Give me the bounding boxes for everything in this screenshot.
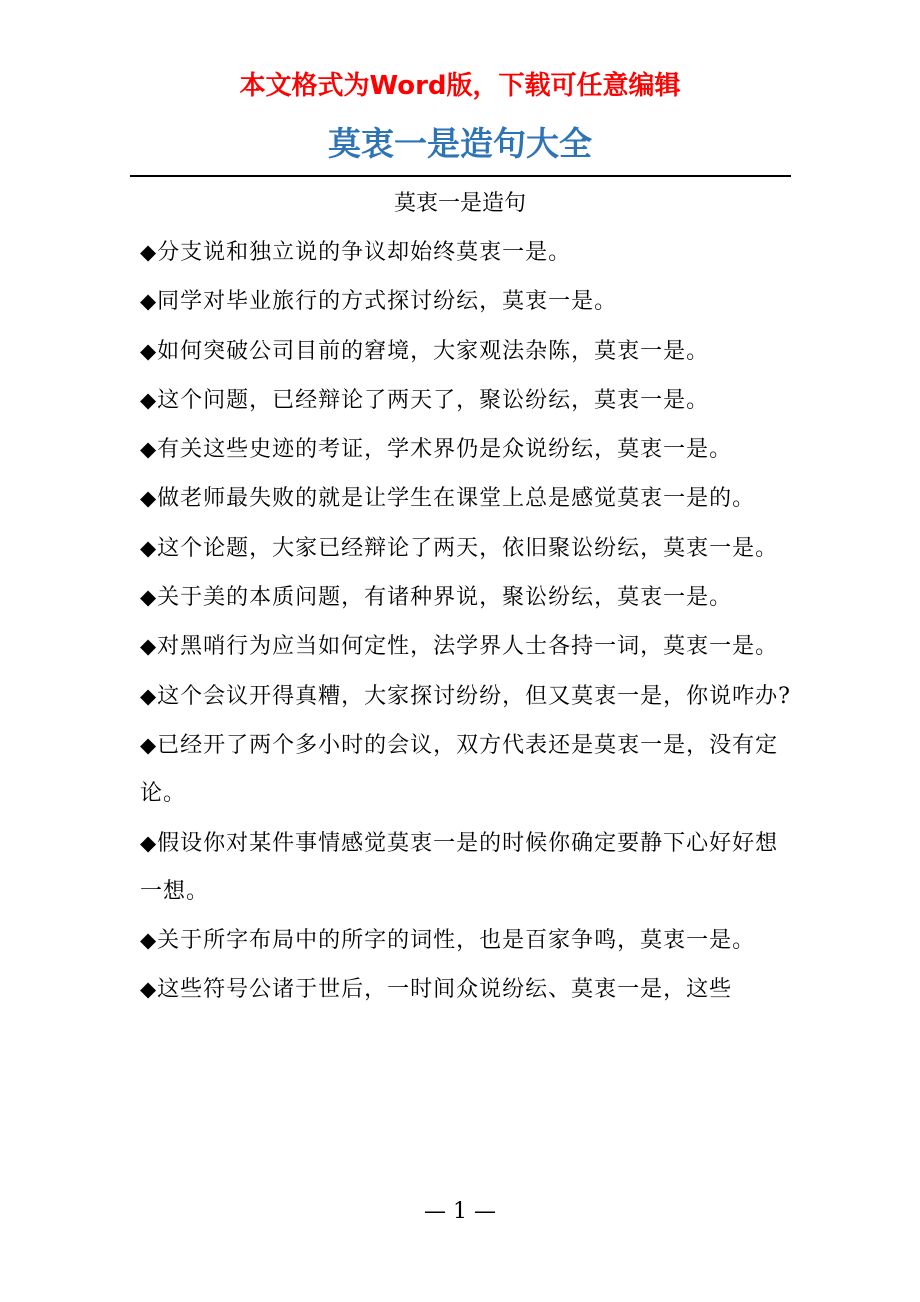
diamond-bullet-icon: ◆ — [140, 240, 158, 264]
sentence-text: 关于所字布局中的所字的词性，也是百家争鸣，莫衷一是。 — [157, 928, 756, 954]
list-item — [140, 819, 800, 917]
page-number: — 1 — — [424, 1199, 496, 1224]
document-title: 莫衷一是造句大全 — [328, 124, 592, 163]
list-item — [140, 277, 800, 326]
list-item — [140, 474, 800, 523]
title-divider — [130, 175, 791, 177]
sentence-text: 这个问题，已经辩论了两天了，聚讼纷纭，莫衷一是。 — [157, 387, 710, 413]
sentence-list — [140, 228, 800, 1015]
diamond-bullet-icon: ◆ — [140, 830, 158, 855]
diamond-bullet-icon: ◆ — [140, 928, 158, 953]
list-item — [140, 573, 800, 622]
sentence-text: 关于美的本质问题，有诸种界说，聚讼纷纭，莫衷一是。 — [157, 585, 733, 611]
sentence-text: 如何突破公司目前的窘境，大家观法杂陈，莫衷一是。 — [157, 338, 710, 364]
diamond-bullet-icon: ◆ — [140, 437, 158, 462]
list-item — [140, 672, 800, 721]
diamond-bullet-icon: ◆ — [140, 387, 158, 412]
sentence-text: 已经开了两个多小时的会议，双方代表还是莫衷一是，没有定论。 — [140, 732, 779, 807]
list-item — [140, 965, 800, 1014]
sentence-text: 做老师最失败的就是让学生在课堂上总是感觉莫衷一是的。 — [157, 486, 756, 512]
diamond-bullet-icon: ◆ — [140, 732, 158, 757]
diamond-bullet-icon: ◆ — [140, 683, 158, 708]
diamond-bullet-icon: ◆ — [140, 977, 158, 1002]
sentence-text: 这个会议开得真糟，大家探讨纷纷，但又莫衷一是，你说咋办? — [157, 683, 791, 709]
list-item — [140, 376, 800, 425]
sentence-text: 分支说和独立说的争议却始终莫衷一是。 — [157, 240, 572, 265]
list-item — [140, 622, 800, 671]
sentence-text: 有关这些史迹的考证，学术界仍是众说纷纭，莫衷一是。 — [157, 437, 733, 463]
list-item — [140, 916, 800, 965]
list-item — [140, 524, 800, 573]
sentence-text: 这个论题，大家已经辩论了两天，依旧聚讼纷纭，莫衷一是。 — [157, 535, 779, 561]
sentence-text: 假设你对某件事情感觉莫衷一是的时候你确定要静下心好好想一想。 — [140, 830, 779, 904]
diamond-bullet-icon: ◆ — [140, 585, 158, 610]
sentence-text: 这些符号公诸于世后，一时间众说纷纭、莫衷一是，这些 — [157, 977, 733, 1003]
diamond-bullet-icon: ◆ — [140, 634, 158, 659]
list-item — [140, 327, 800, 376]
word-format-banner: 本文格式为Word版，下载可任意编辑 — [239, 71, 681, 101]
diamond-bullet-icon: ◆ — [140, 486, 158, 511]
section-title: 莫衷一是造句 — [393, 191, 526, 216]
list-item — [140, 228, 800, 277]
diamond-bullet-icon: ◆ — [140, 289, 158, 314]
sentence-text: 同学对毕业旅行的方式探讨纷纭，莫衷一是。 — [157, 289, 618, 315]
list-item — [140, 425, 800, 474]
list-item — [140, 721, 800, 819]
diamond-bullet-icon: ◆ — [140, 338, 158, 363]
sentence-text: 对黑哨行为应当如何定性，法学界人士各持一词，莫衷一是。 — [157, 634, 779, 660]
diamond-bullet-icon: ◆ — [140, 535, 158, 560]
